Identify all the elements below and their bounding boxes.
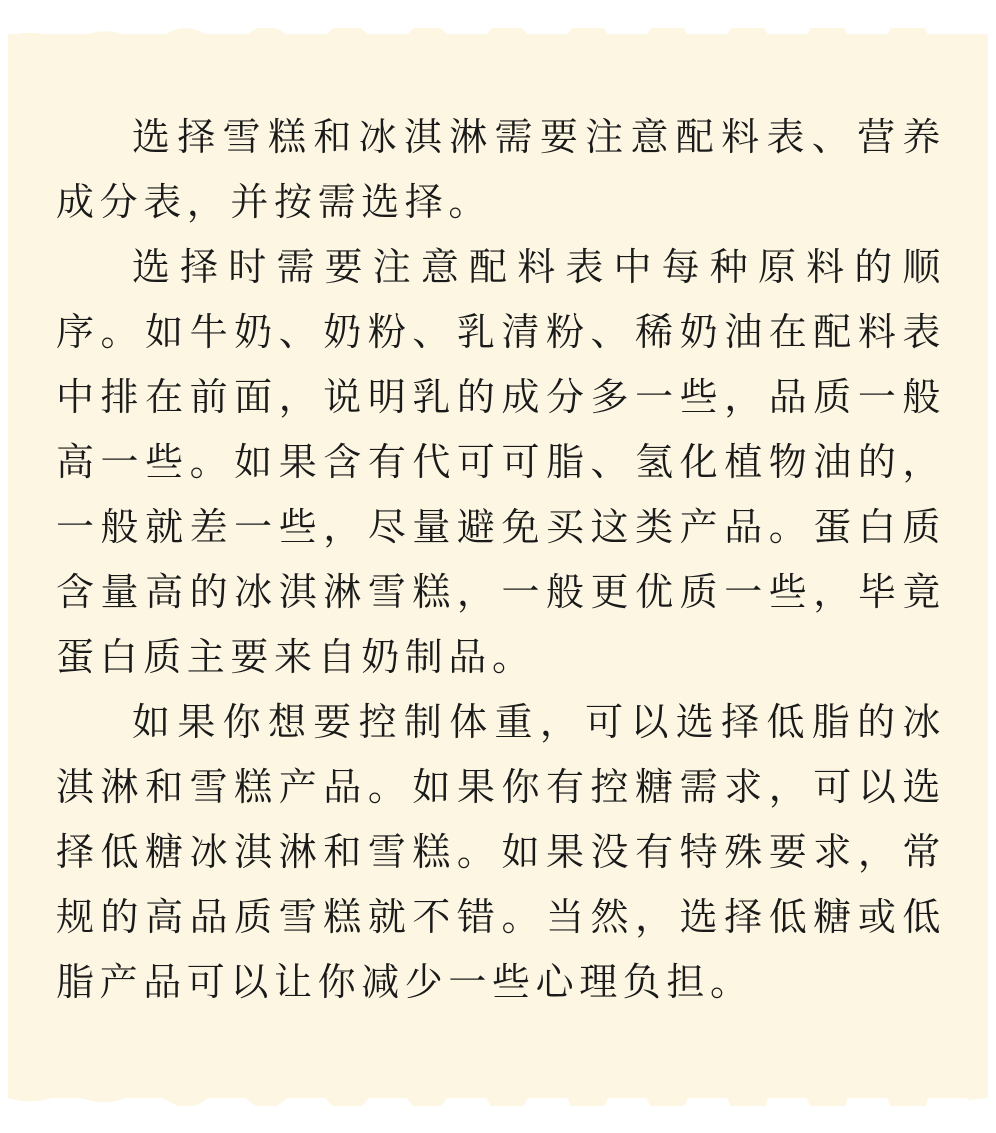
- paragraph-2: 选择时需要注意配料表中每种原料的顺序。如牛奶、奶粉、乳清粉、稀奶油在配料表中排在前面，说明乳的成分多一些，品质一般高一些。如果含有代可可脂、氢化植物油的，一般就差一些，尽量避免买这类产品。蛋白质含量高的冰淇淋雪糕，一般更优质一些，毕竟蛋白质主要来自奶制品。: [56, 245, 946, 679]
- article-body: [56, 105, 946, 1015]
- paragraph-3: 如果你想要控制体重，可以选择低脂的冰淇淋和雪糕产品。如果你有控糖需求，可以选择低糖冰淇淋和雪糕。如果没有特殊要求，常规的高品质雪糕就不错。当然，选择低糖或低脂产品可以让你减少一些心理负担。: [56, 700, 946, 1004]
- paragraph-1: 选择雪糕和冰淇淋需要注意配料表、营养成分表，并按需选择。: [56, 115, 946, 224]
- paper-card: [8, 34, 988, 1098]
- torn-edge-bottom: [8, 1090, 988, 1106]
- torn-edge-top: [8, 28, 988, 44]
